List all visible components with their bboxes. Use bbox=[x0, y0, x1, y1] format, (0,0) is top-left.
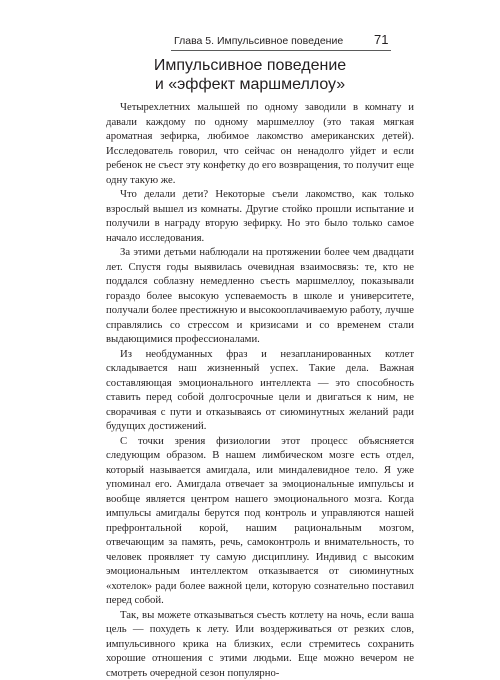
paragraph: За этими детьми наблюдали на протяжении более чем двадцати лет. Спустя годы выявилась очевидная взаимосвязь: те, кто не поддался соблазну немедленно съесть маршмеллоу, показывали гораздо более высокую успеваемость в школе и университете, получали более престижную и высокооплачиваемую работу, лучше справлялись со стрессом и кризисами и со временем стали выдающимися профессионалами. bbox=[106, 245, 414, 347]
paragraph: Четырехлетних малышей по одному заводили в комнату и давали каждому по одному маршмеллоу (это такая мягкая ароматная зефирка, любимое лакомство американских детей). Исследователь говорил, что сейчас он ненадолго уйдет и если ребенок не съест эту конфетку до его возвращения, то получит еще одну такую же. bbox=[106, 100, 414, 187]
section-heading-line-1: Импульсивное поведение bbox=[0, 56, 500, 75]
paragraph: Так, вы можете отказываться съесть котлету на ночь, если ваша цель — похудеть к лету. Или воздерживаться от резких слов, импульсивного крика на близких, если стремитесь сохранить хорошие отношения с этими людьми. Еще можно вечером не смотреть очередной сезон популярно- bbox=[106, 608, 414, 680]
header-rule bbox=[171, 50, 391, 51]
section-heading-line-2: и «эффект маршмеллоу» bbox=[0, 75, 500, 94]
chapter-title: Глава 5. Импульсивное поведение bbox=[174, 35, 343, 47]
page-number: 71 bbox=[374, 32, 388, 47]
paragraph: С точки зрения физиологии этот процесс объясняется следующим образом. В нашем лимбическом мозге есть отдел, который называется амигдала, или миндалевидное тело. Я уже упоминал его. Амигдала отвечает за эмоциональные импульсы и вообще является центром нашего эмоционального мозга. Когда импульсы амигдалы берутся под контроль и управляются нашей префронтальной корой, нашим рациональным мозгом, отвечающим за память, речь, самоконтроль и внимательность, то человек проявляет ту самую дисциплину. Индивид с высоким эмоциональным интеллектом отказывается от сиюминутных «хотелок» ради более важной цели, которую сознательно поставил перед собой. bbox=[106, 434, 414, 608]
paragraph: Что делали дети? Некоторые съели лакомство, как только взрослый вышел из комнаты. Другие стойко прошли испытание и получили в награду вторую зефирку. Но это было только самое начало исследования. bbox=[106, 187, 414, 245]
paragraph: Из необдуманных фраз и незапланированных котлет складывается наш жизненный успех. Такие дела. Важная составляющая эмоционального интеллекта — это способность ставить перед собой долгосрочные цели и двигаться к ним, не сворачивая с пути и отказываясь от сиюминутных желаний ради будущих достижений. bbox=[106, 347, 414, 434]
body-text bbox=[106, 100, 414, 680]
running-header bbox=[0, 0, 500, 56]
section-heading bbox=[0, 56, 500, 94]
